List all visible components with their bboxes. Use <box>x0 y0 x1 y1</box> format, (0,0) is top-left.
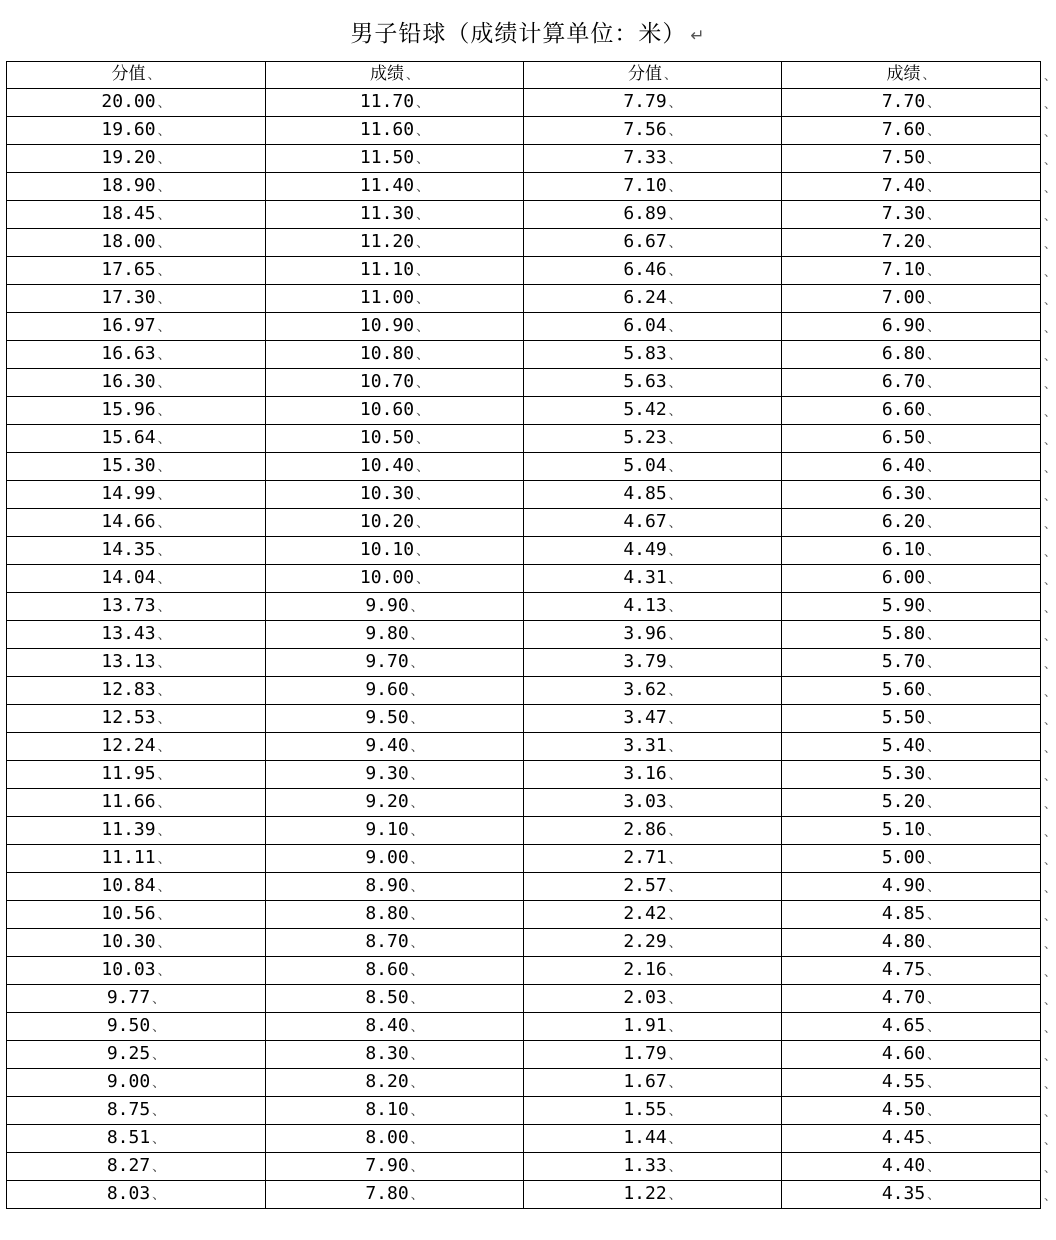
table-cell: 5.50 、 <box>782 705 1041 733</box>
row-end-mark: 、 <box>1044 237 1056 251</box>
table-cell: 16.63 、 <box>7 341 266 369</box>
table-cell: 10.20 、 <box>266 509 524 537</box>
table-cell: 12.83 、 <box>7 677 266 705</box>
page-title <box>0 14 1056 54</box>
table-row <box>7 957 1041 985</box>
table-cell: 4.13 、 <box>524 593 782 621</box>
table-cell: 10.50 、 <box>266 425 524 453</box>
table-cell: 14.35 、 <box>7 537 266 565</box>
row-end-mark: 、 <box>1044 769 1056 783</box>
row-end-mark: 、 <box>1044 909 1056 923</box>
table-cell: 5.83 、 <box>524 341 782 369</box>
score-table <box>6 61 1041 1209</box>
table-cell: 6.60 、 <box>782 397 1041 425</box>
row-end-mark: 、 <box>1044 1189 1056 1203</box>
table-cell: 5.42 、 <box>524 397 782 425</box>
table-row <box>7 201 1041 229</box>
header-cell: 成绩 、 <box>782 62 1041 89</box>
table-cell: 9.80 、 <box>266 621 524 649</box>
header-cell: 分值 、 <box>7 62 266 89</box>
table-cell: 8.30 、 <box>266 1041 524 1069</box>
table-cell: 5.80 、 <box>782 621 1041 649</box>
table-cell: 11.40 、 <box>266 173 524 201</box>
table-cell: 4.45 、 <box>782 1125 1041 1153</box>
table-row <box>7 565 1041 593</box>
table-cell: 8.80 、 <box>266 901 524 929</box>
table-cell: 5.40 、 <box>782 733 1041 761</box>
row-end-mark: 、 <box>1044 685 1056 699</box>
table-cell: 13.13 、 <box>7 649 266 677</box>
row-end-mark: 、 <box>1044 853 1056 867</box>
table-cell: 4.70 、 <box>782 985 1041 1013</box>
table-cell: 3.79 、 <box>524 649 782 677</box>
table-cell: 13.43 、 <box>7 621 266 649</box>
table-cell: 3.31 、 <box>524 733 782 761</box>
table-cell: 20.00 、 <box>7 89 266 117</box>
table-row <box>7 733 1041 761</box>
table-row <box>7 453 1041 481</box>
row-end-mark: 、 <box>1044 153 1056 167</box>
table-cell: 8.03 、 <box>7 1181 266 1209</box>
table-cell: 17.65 、 <box>7 257 266 285</box>
row-end-mark: 、 <box>1044 461 1056 475</box>
table-cell: 5.23 、 <box>524 425 782 453</box>
row-end-mark: 、 <box>1044 825 1056 839</box>
row-end-mark: 、 <box>1044 1161 1056 1175</box>
table-row <box>7 117 1041 145</box>
table-cell: 8.27 、 <box>7 1153 266 1181</box>
row-end-mark: 、 <box>1044 405 1056 419</box>
table-row <box>7 173 1041 201</box>
table-cell: 5.30 、 <box>782 761 1041 789</box>
table-cell: 4.55 、 <box>782 1069 1041 1097</box>
row-end-mark: 、 <box>1044 629 1056 643</box>
table-cell: 10.70 、 <box>266 369 524 397</box>
table-row <box>7 397 1041 425</box>
table-cell: 6.90 、 <box>782 313 1041 341</box>
table-cell: 4.31 、 <box>524 565 782 593</box>
table-cell: 5.60 、 <box>782 677 1041 705</box>
table-cell: 2.42 、 <box>524 901 782 929</box>
table-cell: 10.56 、 <box>7 901 266 929</box>
row-end-mark: 、 <box>1044 69 1056 83</box>
table-cell: 7.00 、 <box>782 285 1041 313</box>
table-cell: 9.40 、 <box>266 733 524 761</box>
table-cell: 4.65 、 <box>782 1013 1041 1041</box>
table-cell: 5.63 、 <box>524 369 782 397</box>
table-cell: 8.70 、 <box>266 929 524 957</box>
table-row <box>7 537 1041 565</box>
table-cell: 1.22 、 <box>524 1181 782 1209</box>
table-row <box>7 1181 1041 1209</box>
row-end-mark: 、 <box>1044 349 1056 363</box>
table-row <box>7 1041 1041 1069</box>
table-cell: 6.80 、 <box>782 341 1041 369</box>
table-cell: 14.99 、 <box>7 481 266 509</box>
table-cell: 10.40 、 <box>266 453 524 481</box>
paragraph-mark: ↵ <box>690 26 706 46</box>
row-end-mark: 、 <box>1044 1133 1056 1147</box>
table-cell: 8.51 、 <box>7 1125 266 1153</box>
table-cell: 6.20 、 <box>782 509 1041 537</box>
table-cell: 6.40 、 <box>782 453 1041 481</box>
table-row <box>7 509 1041 537</box>
table-row <box>7 369 1041 397</box>
table-cell: 10.30 、 <box>7 929 266 957</box>
row-end-mark: 、 <box>1044 1049 1056 1063</box>
table-cell: 9.00 、 <box>266 845 524 873</box>
table-cell: 6.30 、 <box>782 481 1041 509</box>
table-cell: 19.60 、 <box>7 117 266 145</box>
table-row <box>7 761 1041 789</box>
table-cell: 1.79 、 <box>524 1041 782 1069</box>
row-end-mark: 、 <box>1044 741 1056 755</box>
table-cell: 11.66 、 <box>7 789 266 817</box>
table-cell: 14.04 、 <box>7 565 266 593</box>
table-cell: 5.20 、 <box>782 789 1041 817</box>
table-cell: 10.10 、 <box>266 537 524 565</box>
table-row <box>7 481 1041 509</box>
table-cell: 5.10 、 <box>782 817 1041 845</box>
table-cell: 10.90 、 <box>266 313 524 341</box>
table-cell: 4.80 、 <box>782 929 1041 957</box>
table-cell: 8.00 、 <box>266 1125 524 1153</box>
table-cell: 15.96 、 <box>7 397 266 425</box>
table-cell: 8.40 、 <box>266 1013 524 1041</box>
table-cell: 7.10 、 <box>782 257 1041 285</box>
table-cell: 5.70 、 <box>782 649 1041 677</box>
table-row <box>7 789 1041 817</box>
table-row <box>7 873 1041 901</box>
table-cell: 5.90 、 <box>782 593 1041 621</box>
table-cell: 1.67 、 <box>524 1069 782 1097</box>
table-cell: 9.20 、 <box>266 789 524 817</box>
table-cell: 8.50 、 <box>266 985 524 1013</box>
table-cell: 9.00 、 <box>7 1069 266 1097</box>
table-cell: 10.00 、 <box>266 565 524 593</box>
table-row <box>7 313 1041 341</box>
row-end-mark: 、 <box>1044 293 1056 307</box>
row-end-mark: 、 <box>1044 937 1056 951</box>
row-end-mark: 、 <box>1044 545 1056 559</box>
table-cell: 11.60 、 <box>266 117 524 145</box>
table-cell: 9.10 、 <box>266 817 524 845</box>
row-end-mark: 、 <box>1044 1021 1056 1035</box>
table-row <box>7 229 1041 257</box>
row-end-mark: 、 <box>1044 993 1056 1007</box>
table-cell: 7.33 、 <box>524 145 782 173</box>
table-row <box>7 621 1041 649</box>
table-cell: 11.00 、 <box>266 285 524 313</box>
table-cell: 7.56 、 <box>524 117 782 145</box>
row-end-mark: 、 <box>1044 209 1056 223</box>
table-cell: 4.75 、 <box>782 957 1041 985</box>
table-cell: 3.03 、 <box>524 789 782 817</box>
table-cell: 3.96 、 <box>524 621 782 649</box>
table-cell: 2.57 、 <box>524 873 782 901</box>
table-cell: 2.86 、 <box>524 817 782 845</box>
table-cell: 4.85 、 <box>782 901 1041 929</box>
table-cell: 18.90 、 <box>7 173 266 201</box>
table-cell: 10.03 、 <box>7 957 266 985</box>
table-cell: 10.80 、 <box>266 341 524 369</box>
row-end-mark: 、 <box>1044 489 1056 503</box>
table-cell: 7.79 、 <box>524 89 782 117</box>
row-end-mark: 、 <box>1044 573 1056 587</box>
row-end-mark: 、 <box>1044 377 1056 391</box>
table-cell: 8.10 、 <box>266 1097 524 1125</box>
table-cell: 15.64 、 <box>7 425 266 453</box>
table-row <box>7 649 1041 677</box>
header-cell: 成绩 、 <box>266 62 524 89</box>
table-cell: 7.40 、 <box>782 173 1041 201</box>
row-end-mark: 、 <box>1044 797 1056 811</box>
table-cell: 8.90 、 <box>266 873 524 901</box>
title-text: 男子铅球（成绩计算单位：米） <box>350 21 687 47</box>
table-cell: 7.90 、 <box>266 1153 524 1181</box>
row-end-mark: 、 <box>1044 965 1056 979</box>
table-cell: 7.20 、 <box>782 229 1041 257</box>
table-cell: 2.71 、 <box>524 845 782 873</box>
header-row <box>7 62 1041 89</box>
table-cell: 4.67 、 <box>524 509 782 537</box>
table-cell: 19.20 、 <box>7 145 266 173</box>
table-cell: 7.30 、 <box>782 201 1041 229</box>
row-end-mark: 、 <box>1044 433 1056 447</box>
header-cell: 分值 、 <box>524 62 782 89</box>
table-row <box>7 285 1041 313</box>
table-row <box>7 817 1041 845</box>
table-cell: 3.16 、 <box>524 761 782 789</box>
table-cell: 11.39 、 <box>7 817 266 845</box>
table-row <box>7 593 1041 621</box>
table-cell: 5.04 、 <box>524 453 782 481</box>
table-cell: 7.50 、 <box>782 145 1041 173</box>
table-cell: 3.47 、 <box>524 705 782 733</box>
row-end-marks <box>1044 61 1056 1209</box>
row-end-mark: 、 <box>1044 517 1056 531</box>
row-end-mark: 、 <box>1044 97 1056 111</box>
table-cell: 16.97 、 <box>7 313 266 341</box>
table-row <box>7 1125 1041 1153</box>
table-cell: 6.10 、 <box>782 537 1041 565</box>
table-row <box>7 89 1041 117</box>
row-end-mark: 、 <box>1044 881 1056 895</box>
table-cell: 11.30 、 <box>266 201 524 229</box>
table-cell: 4.90 、 <box>782 873 1041 901</box>
table-cell: 6.50 、 <box>782 425 1041 453</box>
table-cell: 11.70 、 <box>266 89 524 117</box>
table-cell: 18.00 、 <box>7 229 266 257</box>
table-cell: 4.60 、 <box>782 1041 1041 1069</box>
table-cell: 7.70 、 <box>782 89 1041 117</box>
table-cell: 9.77 、 <box>7 985 266 1013</box>
table-cell: 8.75 、 <box>7 1097 266 1125</box>
table-cell: 6.00 、 <box>782 565 1041 593</box>
table-row <box>7 985 1041 1013</box>
table-cell: 3.62 、 <box>524 677 782 705</box>
row-end-mark: 、 <box>1044 657 1056 671</box>
table-cell: 17.30 、 <box>7 285 266 313</box>
table-row <box>7 425 1041 453</box>
table-cell: 16.30 、 <box>7 369 266 397</box>
table-cell: 4.49 、 <box>524 537 782 565</box>
table-cell: 18.45 、 <box>7 201 266 229</box>
table-cell: 4.35 、 <box>782 1181 1041 1209</box>
table-cell: 7.60 、 <box>782 117 1041 145</box>
table-cell: 1.55 、 <box>524 1097 782 1125</box>
table-cell: 6.67 、 <box>524 229 782 257</box>
table-row <box>7 1069 1041 1097</box>
table-row <box>7 901 1041 929</box>
table-row <box>7 145 1041 173</box>
row-end-mark: 、 <box>1044 713 1056 727</box>
table-row <box>7 1013 1041 1041</box>
table-cell: 15.30 、 <box>7 453 266 481</box>
table-cell: 9.30 、 <box>266 761 524 789</box>
table-cell: 6.24 、 <box>524 285 782 313</box>
table-cell: 6.46 、 <box>524 257 782 285</box>
table-cell: 6.70 、 <box>782 369 1041 397</box>
table-cell: 7.10 、 <box>524 173 782 201</box>
table-cell: 9.50 、 <box>266 705 524 733</box>
table-cell: 7.80 、 <box>266 1181 524 1209</box>
table-cell: 6.04 、 <box>524 313 782 341</box>
table-cell: 14.66 、 <box>7 509 266 537</box>
table-cell: 10.60 、 <box>266 397 524 425</box>
row-end-mark: 、 <box>1044 125 1056 139</box>
table-row <box>7 845 1041 873</box>
table-cell: 9.25 、 <box>7 1041 266 1069</box>
table-cell: 4.85 、 <box>524 481 782 509</box>
table-cell: 12.53 、 <box>7 705 266 733</box>
table-cell: 4.40 、 <box>782 1153 1041 1181</box>
table-cell: 4.50 、 <box>782 1097 1041 1125</box>
table-cell: 8.20 、 <box>266 1069 524 1097</box>
table-cell: 11.50 、 <box>266 145 524 173</box>
table-cell: 9.70 、 <box>266 649 524 677</box>
table-cell: 11.10 、 <box>266 257 524 285</box>
table-cell: 8.60 、 <box>266 957 524 985</box>
table-cell: 11.11 、 <box>7 845 266 873</box>
row-end-mark: 、 <box>1044 1077 1056 1091</box>
row-end-mark: 、 <box>1044 265 1056 279</box>
table-row <box>7 1097 1041 1125</box>
table-cell: 11.20 、 <box>266 229 524 257</box>
row-end-mark: 、 <box>1044 321 1056 335</box>
row-end-mark: 、 <box>1044 181 1056 195</box>
table-cell: 9.90 、 <box>266 593 524 621</box>
table-cell: 10.84 、 <box>7 873 266 901</box>
table-cell: 11.95 、 <box>7 761 266 789</box>
table-cell: 10.30 、 <box>266 481 524 509</box>
row-end-mark: 、 <box>1044 601 1056 615</box>
table-cell: 1.44 、 <box>524 1125 782 1153</box>
table-cell: 6.89 、 <box>524 201 782 229</box>
table-row <box>7 1153 1041 1181</box>
table-cell: 12.24 、 <box>7 733 266 761</box>
row-end-mark: 、 <box>1044 1105 1056 1119</box>
table-cell: 13.73 、 <box>7 593 266 621</box>
table-row <box>7 257 1041 285</box>
table-row <box>7 677 1041 705</box>
table-cell: 2.29 、 <box>524 929 782 957</box>
table-cell: 9.60 、 <box>266 677 524 705</box>
table-cell: 5.00 、 <box>782 845 1041 873</box>
table-row <box>7 341 1041 369</box>
table-cell: 2.16 、 <box>524 957 782 985</box>
table-cell: 2.03 、 <box>524 985 782 1013</box>
table-cell: 1.91 、 <box>524 1013 782 1041</box>
table-row <box>7 929 1041 957</box>
table-row <box>7 705 1041 733</box>
table-cell: 1.33 、 <box>524 1153 782 1181</box>
table-cell: 9.50 、 <box>7 1013 266 1041</box>
